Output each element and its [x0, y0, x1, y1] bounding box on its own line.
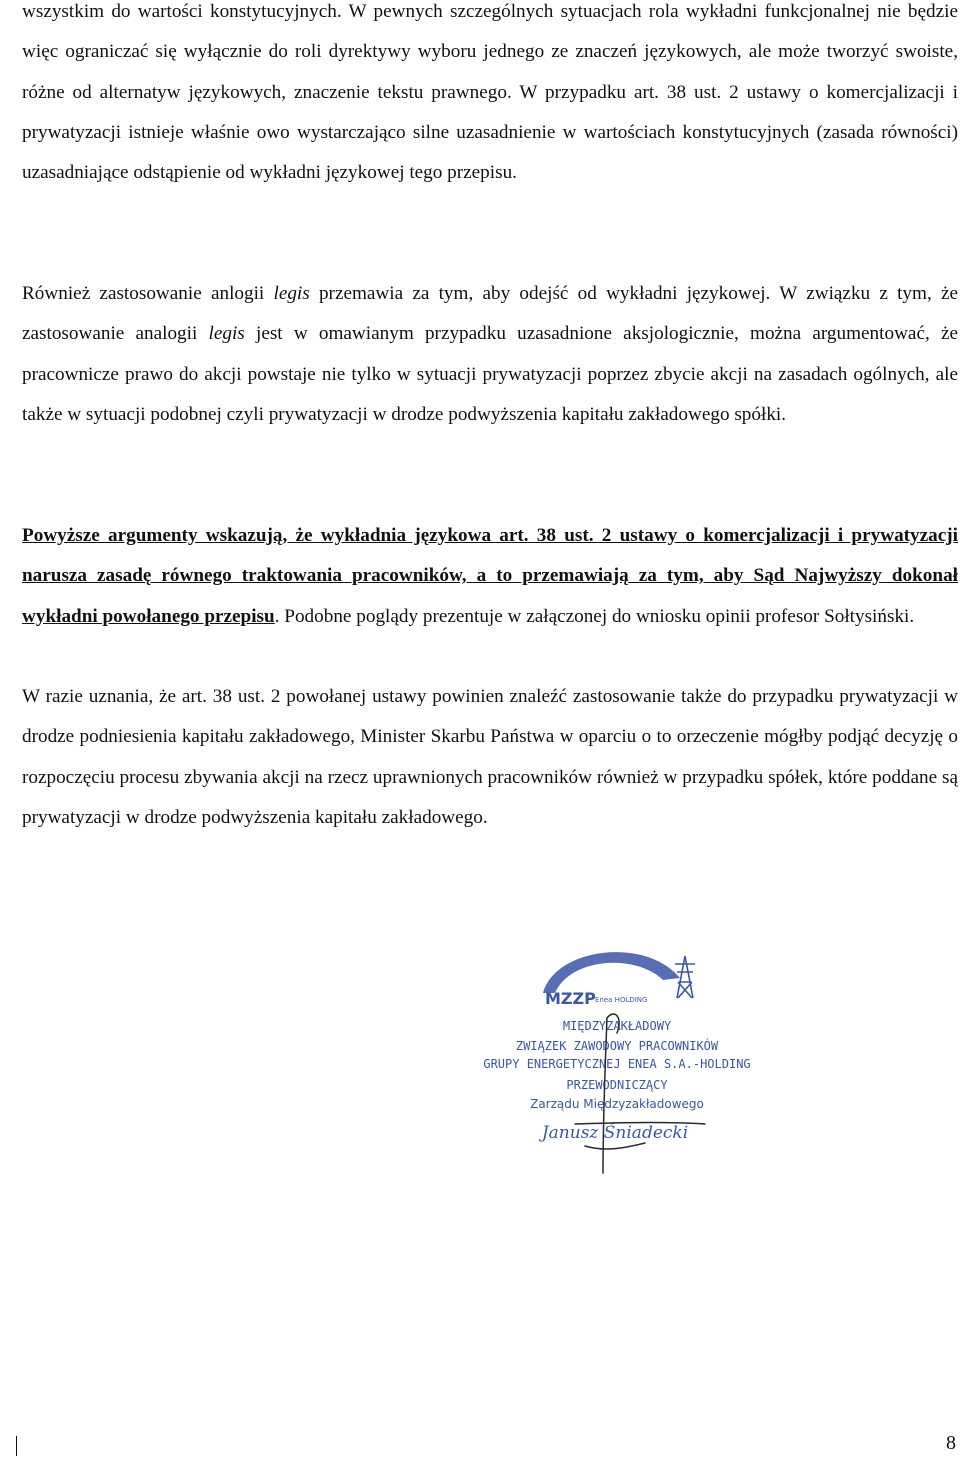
stamp-line-5: Zarządu Międzyzakładowego	[530, 1097, 704, 1111]
stamp-logo-text: MZZP	[545, 989, 596, 1008]
stamp-line-3: GRUPY ENERGETYCZNEJ ENEA S.A.-HOLDING	[483, 1057, 751, 1071]
paragraph-4: W razie uznania, że art. 38 ust. 2 powołanej ustawy powinien znaleźć zastosowanie także do przypadku prywatyzacji w drodze podniesienia kapitału zakładowego, Minister Skarbu Państwa w oparciu o to orzeczenie mógłby podjąć decyzję o rozpoczęciu procesu zbywania akcji na rzecz uprawnionych pracowników również w przypadku spółek, które poddane są prywatyzacji w drodze podwyższenia kapitału zakładowego.	[22, 686, 958, 828]
paragraph-3	[22, 516, 958, 637]
paragraph-3-emphasis: Powyższe argumenty wskazują, że wykładnia językowa art. 38 ust. 2 ustawy o komercjalizacji i prywatyzacji narusza zasadę równego traktowania pracowników, a to przemawiają za tym, aby Sąd Najwyższy dokonał wykładni powołanego przepisu	[22, 525, 958, 627]
paragraph-2	[22, 274, 958, 435]
legis-term-1: legis	[273, 283, 310, 304]
page-margin-marker	[16, 1436, 17, 1456]
stamp-signature: Janusz Śniadecki	[541, 1123, 689, 1143]
page-number: 8	[946, 1432, 956, 1454]
paragraph-2-part-a: Również zastosowanie anlogii	[22, 283, 274, 304]
union-stamp	[455, 938, 780, 1178]
stamp-line-2: ZWIĄZEK ZAWODOWY PRACOWNIKÓW	[515, 1039, 719, 1053]
stamp-logo-sub: Enea HOLDING	[595, 996, 648, 1004]
stamp-line-1: MIĘDZYZAKŁADOWY	[562, 1019, 672, 1033]
stamp-line-4: PRZEWODNICZĄCY	[566, 1078, 668, 1092]
paragraph-2-part-b: przemawia za tym, aby odejść od wykładni językowej. W związku z tym, że zastosowanie analogii	[22, 283, 959, 345]
signature-strokes	[575, 1014, 705, 1173]
legis-term-2: legis	[208, 323, 245, 345]
paragraph-2-part-c: jest w omawianym przypadku uzasadnione aksjologicznie, można argumentować, że pracownicze prawo do akcji powstaje nie tylko w sytuacji prywatyzacji poprzez zbycie akcji na zasadach ogólnych, ale także w sytuacji podobnej czyli prywatyzacji w drodze podwyższenia kapitału zakładowego spółki.	[22, 323, 958, 425]
paragraph-3-rest: . Podobne poglądy prezentuje w załączonej do wniosku opinii profesor Sołtysiński.	[274, 605, 915, 627]
stamp-arc-logo	[543, 952, 680, 993]
paragraph-1: wszystkim do wartości konstytucyjnych. W pewnych szczególnych sytuacjach rola wykładni funkcjonalnej nie będzie więc ograniczać się wyłącznie do roli dyrektywy wyboru jednego ze znaczeń językowych, ale może tworzyć swoiste, różne od alternatyw językowych, znaczenie tekstu prawnego. W przypadku art. 38 ust. 2 ustawy o komercjalizacji i prywatyzacji istnieje właśnie owo wystarczająco silne uzasadnienie w wartościach konstytucyjnych (zasada równości) uzasadniające odstąpienie od wykładni językowej tego przepisu.	[22, 1, 958, 184]
